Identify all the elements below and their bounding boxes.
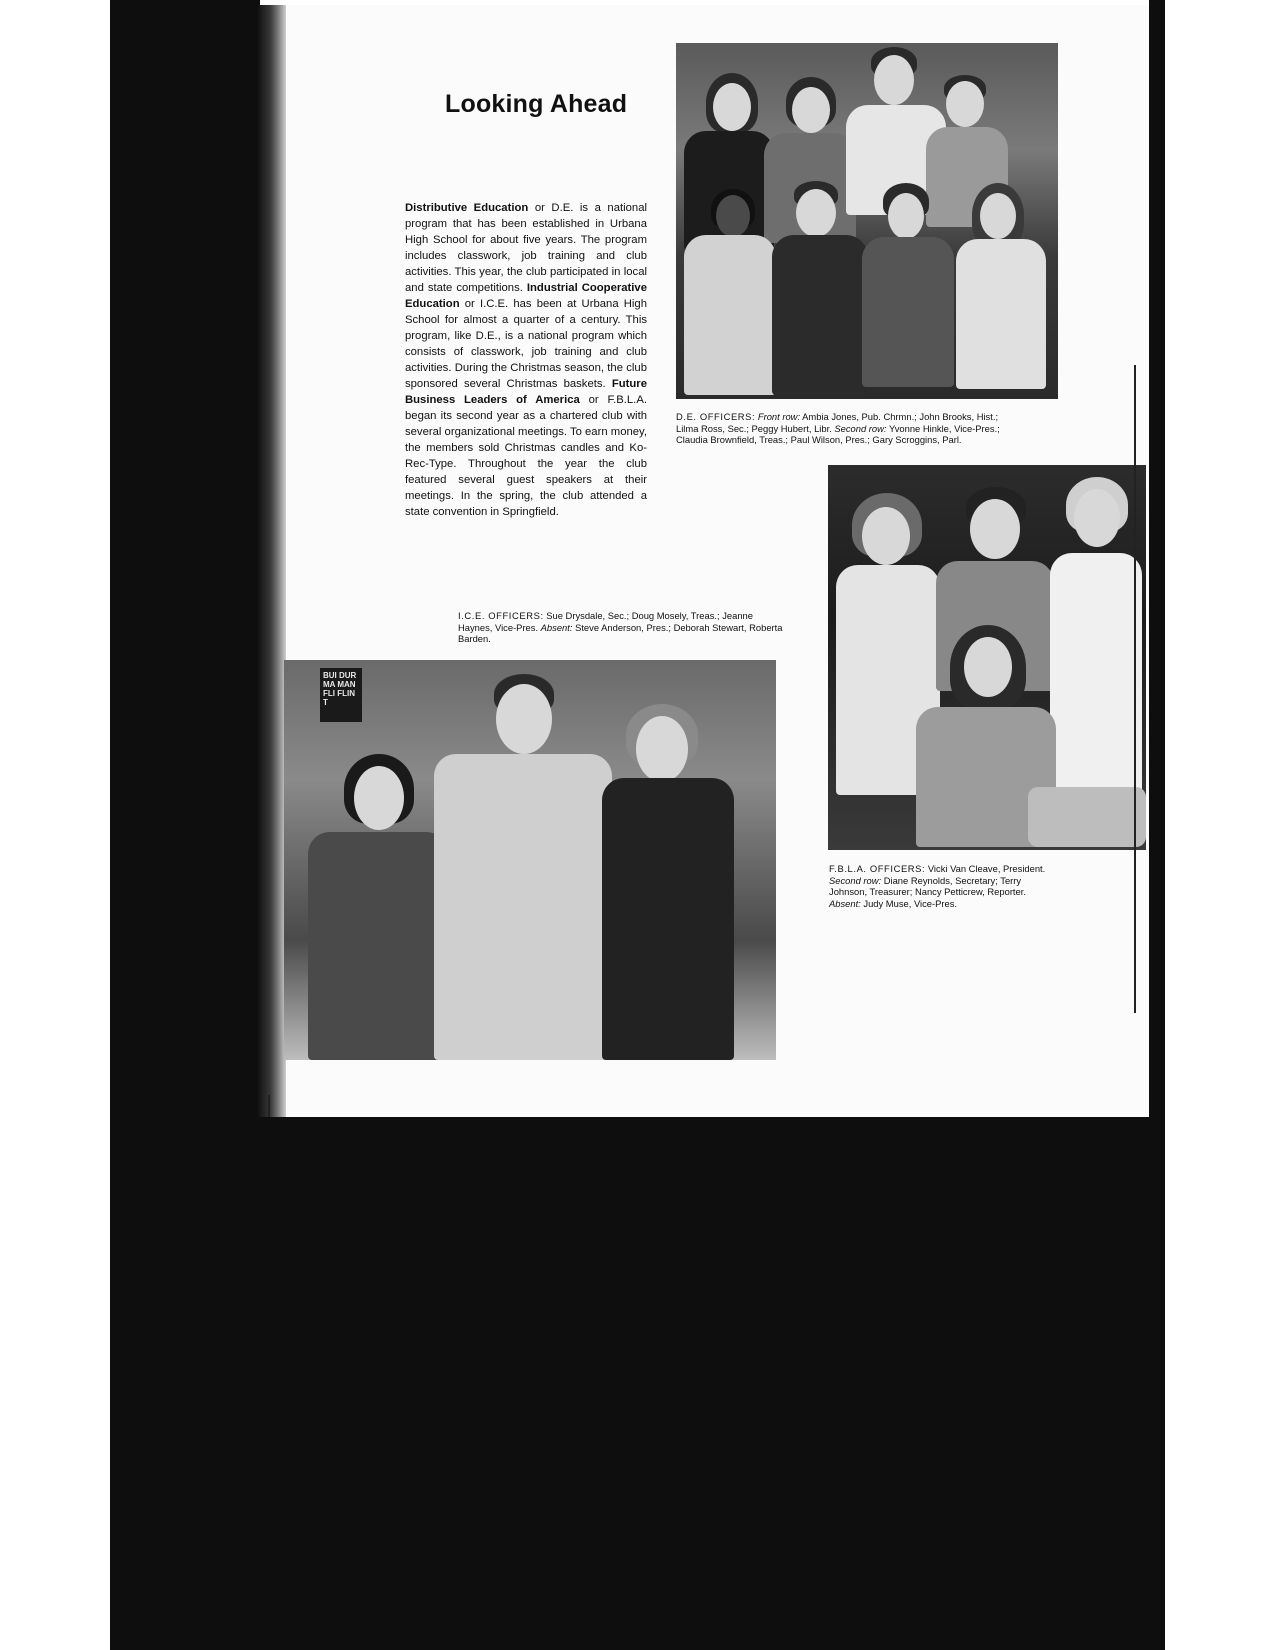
- de-caption-front-row: Ambia Jones, Pub. Chrmn.; John Brooks, Hist.; Lilma Ross, Sec.; Peggy Hubert, Libr.: [676, 411, 999, 434]
- binding-mark: [268, 1095, 270, 1117]
- ice-officers-photo: [284, 660, 776, 1060]
- ice-caption-label: I.C.E. OFFICERS:: [458, 610, 544, 621]
- article-segment-5: Future Business Leaders of America: [405, 378, 647, 406]
- article-text: [405, 200, 647, 520]
- article-segment-6: or F.B.L.A. began its second year as a chartered club with several organizational meetings. To earn money, the members sold Christmas candles and Ko-Rec-Type. Throughout the year the club featured several guest speakers at their meetings. In the spring, the club attended a state convention in Springfield.: [405, 394, 647, 518]
- article-segment-4: or I.C.E. has been at Urbana High School for almost a quarter of a century. This program, like D.E., is a national program which consists of classwork, job training and club activities. During the Christmas season, the club sponsored several Christmas baskets.: [405, 298, 647, 390]
- bulletin-board-sign: BUI DUR MA MAN FLI FLINT: [320, 668, 362, 722]
- de-caption-front-row-label: Front row:: [757, 411, 801, 422]
- fbla-caption-absent: Judy Muse, Vice-Pres.: [860, 897, 958, 909]
- page-edge-rule: [1134, 365, 1136, 1013]
- de-officers-photo: [676, 43, 1058, 399]
- scan-border-bottom: [110, 1117, 1165, 1650]
- fbla-caption-absent-label: Absent:: [829, 897, 861, 909]
- de-caption-label: D.E. OFFICERS:: [676, 411, 756, 422]
- fbla-caption-text: Vicki Van Cleave, President.: [925, 863, 1046, 874]
- article-segment-1: Distributive Education: [405, 202, 529, 214]
- article-segment-3: Industrial Cooperative Education: [405, 282, 647, 310]
- de-caption-second-row: Yvonne Hinkle, Vice-Pres.; Claudia Brownfield, Treas.; Paul Wilson, Pres.; Gary Scroggins, Parl.: [676, 422, 1000, 445]
- ice-caption-text: Sue Drysdale, Sec.; Doug Mosely, Treas.; Jeanne Haynes, Vice-Pres.: [458, 610, 753, 633]
- fbla-caption-label: F.B.L.A. OFFICERS:: [829, 863, 926, 874]
- article-segment-2: or D.E. is a national program that has been established in Urbana High School for about five years. The program includes classwork, job training and club activities. This year, the club participated in local and state competitions.: [405, 202, 647, 294]
- fbla-caption-second-row-label: Second row:: [829, 874, 882, 886]
- fbla-caption-second-row: Diane Reynolds, Secretary; Terry Johnson, Treasurer; Nancy Petticrew, Reporter.: [829, 874, 1026, 897]
- de-officers-caption: [676, 411, 1016, 446]
- fbla-officers-caption: [829, 863, 1051, 909]
- de-caption-second-row-label: Second row:: [834, 422, 887, 434]
- ice-caption-absent: Steve Anderson, Pres.; Deborah Stewart, Roberta Barden.: [458, 621, 783, 644]
- ice-caption-absent-label: Absent:: [540, 621, 573, 633]
- scan-border-right: [1149, 0, 1165, 1650]
- page-binding-edge: [258, 5, 286, 1117]
- page-title: Looking Ahead: [445, 90, 628, 118]
- fbla-officers-photo: [828, 465, 1146, 850]
- ice-officers-caption: [458, 610, 788, 645]
